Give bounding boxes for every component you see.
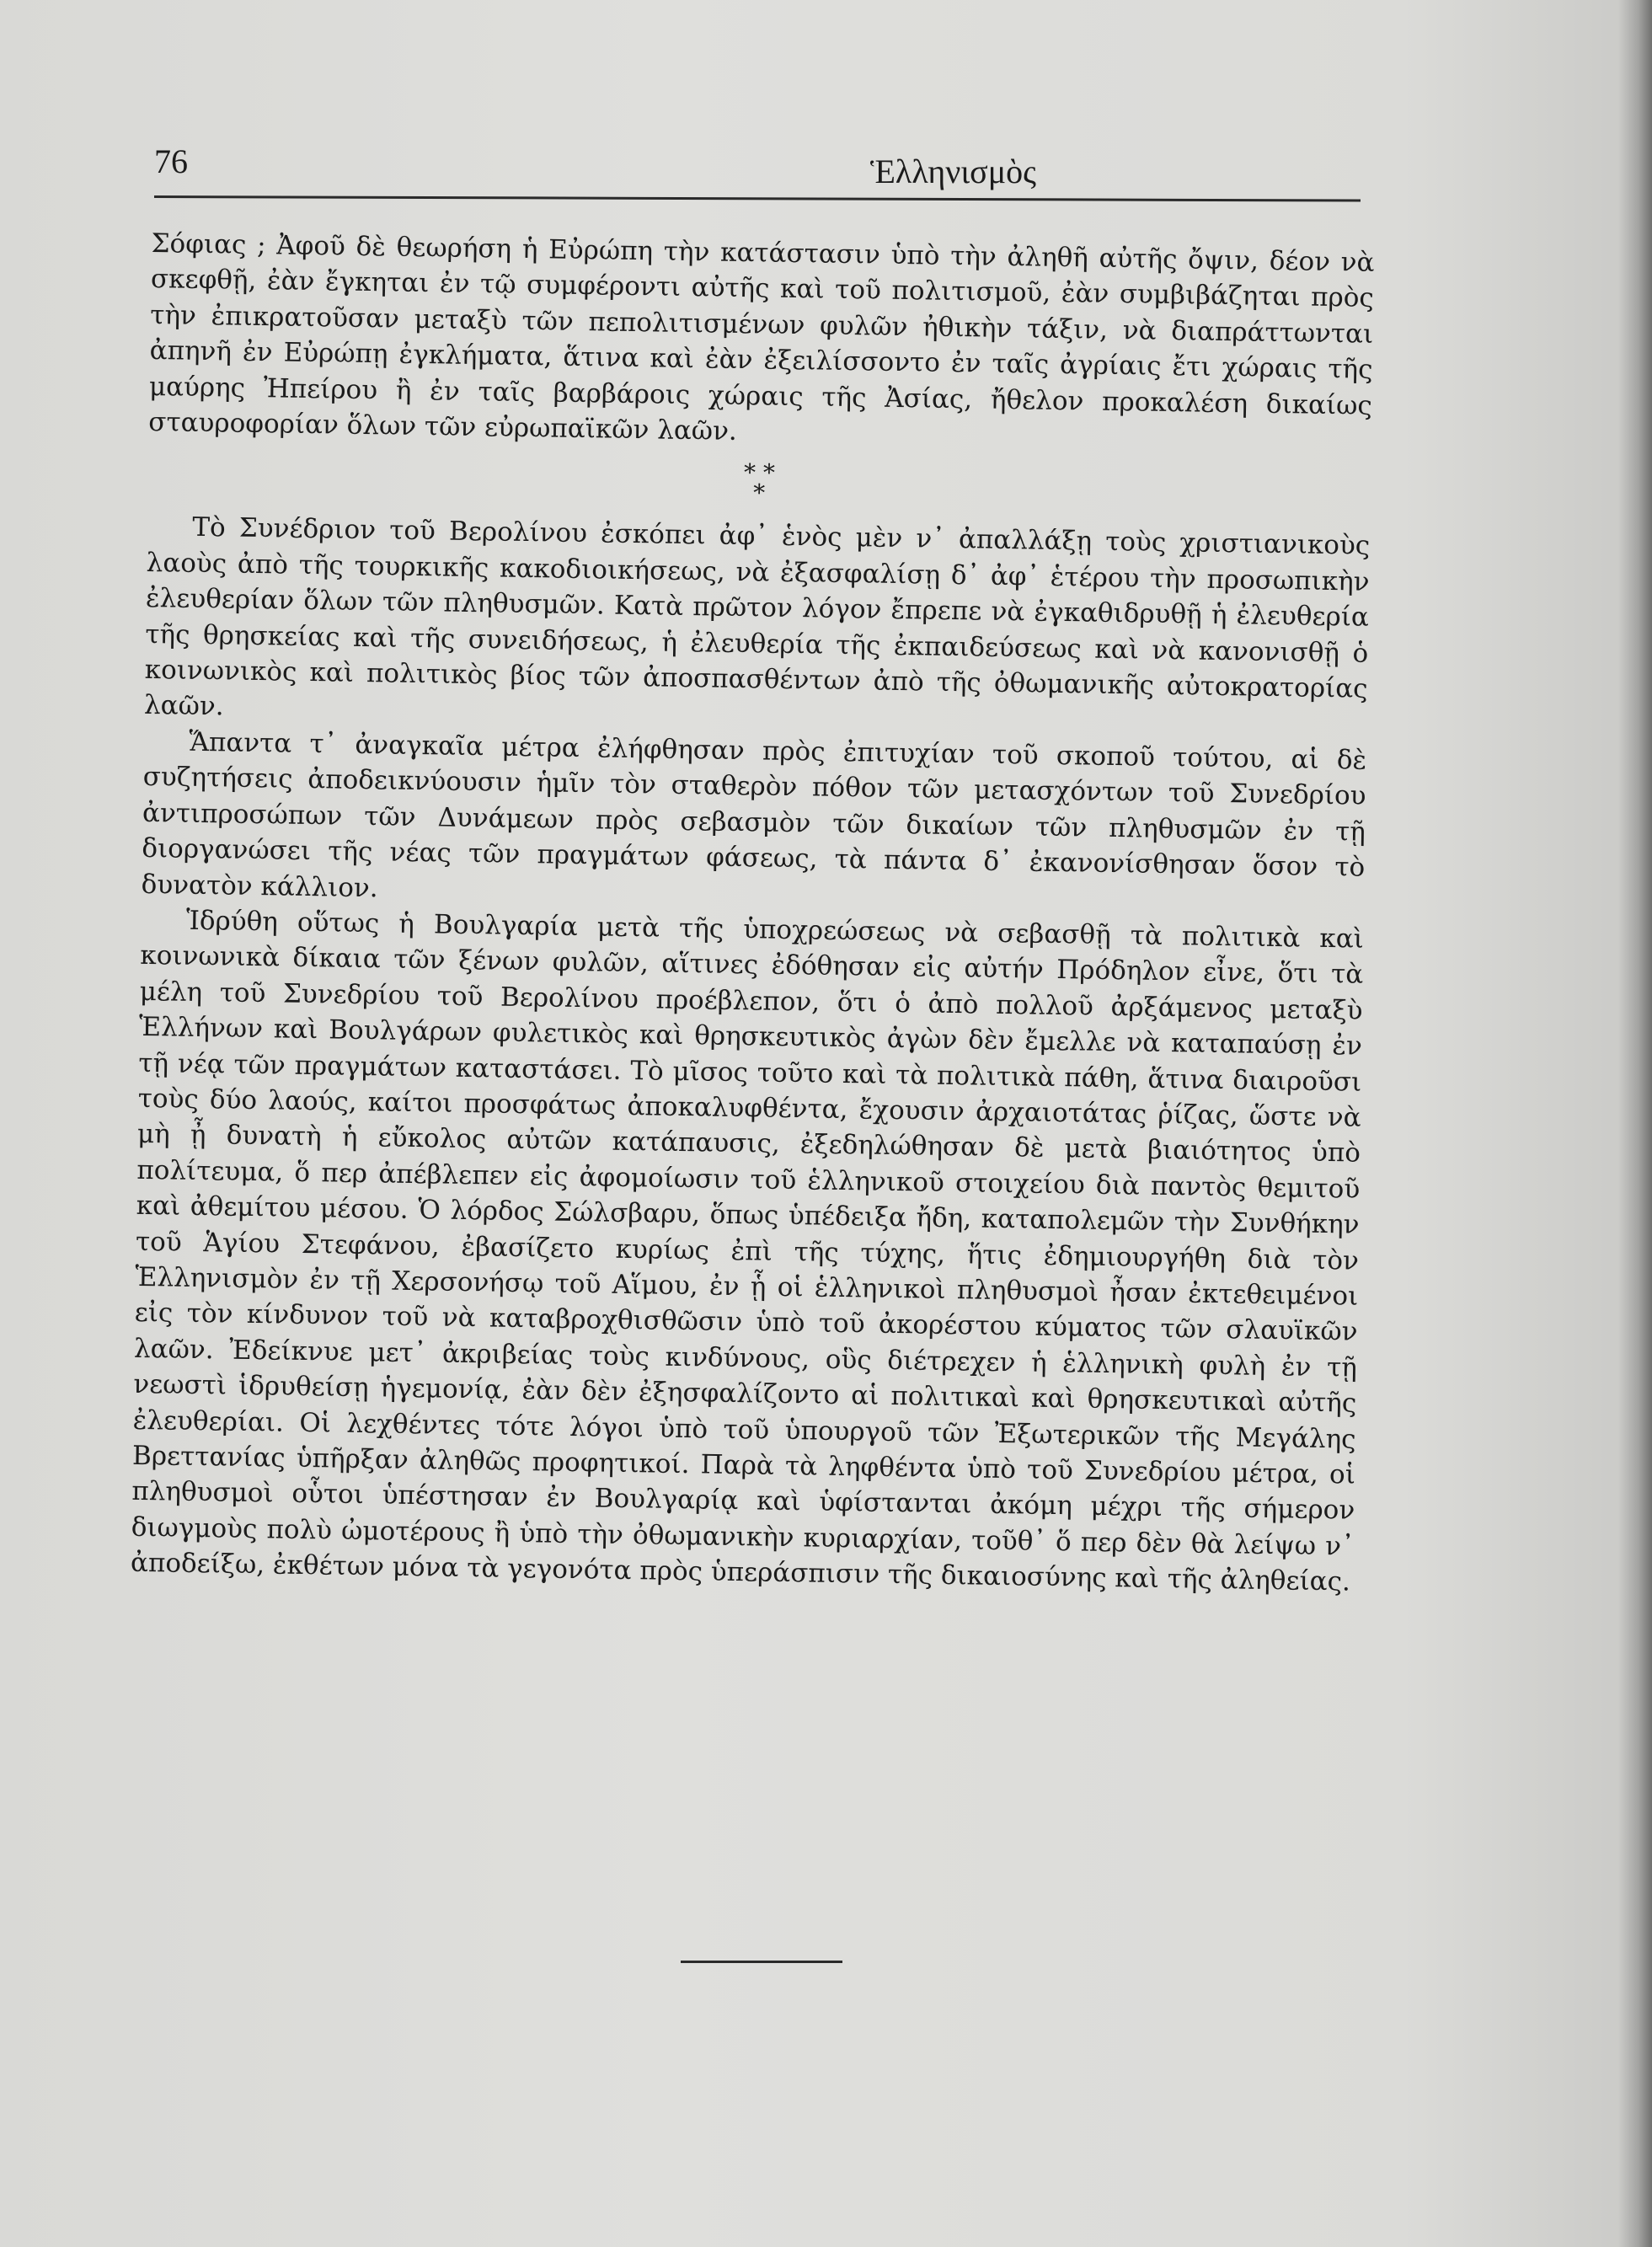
page-number: 76: [154, 142, 188, 180]
asterism-bottom: *: [752, 479, 766, 507]
end-rule: [681, 1961, 842, 1963]
paragraph-4: Ἱδρύθη οὕτως ἡ Βουλγαρία μετὰ τῆς ὑποχρεώσεως νὰ σεβασθῇ τὰ πολιτικὰ καὶ κοινωνικὰ δίκαια τῶν ξένων φυλῶν, αἵτινες ἐδόθησαν εἰς αὐτήν Πρόδηλον εἶνε, ὅτι τὰ μέλη τοῦ Συνεδρίου τοῦ Βερολίνου προέβλεπον, ὅτι ὁ ἀπὸ πολλοῦ ἀρξάμενος μεταξὺ Ἑλλήνων καὶ Βουλγάρων φυλετικὸς καὶ θρησκευτικὸς ἀγὼν δὲν ἔμελλε νὰ καταπαύσῃ ἐν τῇ νέᾳ τῶν πραγμάτων καταστάσει. Τὸ μῖσος τοῦτο καὶ τὰ πολιτικὰ πάθη, ἅτινα διαιροῦσι τοὺς δύο λαούς, καίτοι προσφάτως ἀποκαλυφθέντα, ἔχουσιν ἀρχαιοτάτας ῥίζας, ὥστε νὰ μὴ ᾖ δυνατὴ ἡ εὔκολος αὐτῶν κατάπαυσις, ἐξεδηλώθησαν δὲ μετὰ βιαιότητος ὑπὸ πολίτευμα, ὅ περ ἀπέβλεπεν εἰς ἀφομοίωσιν τοῦ ἑλληνικοῦ στοιχείου διὰ παντὸς θεμιτοῦ καὶ ἀθεμίτου μέσου. Ὁ λόρδος Σώλσβαρυ, ὅπως ὑπέδειξα ἤδη, καταπολεμῶν τὴν Συνθήκην τοῦ Ἁγίου Στεφάνου, ἐβασίζετο κυρίως ἐπὶ τῆς τύχης, ἥτις ἐδημιουργήθη διὰ τὸν Ἑλληνισμὸν ἐν τῇ Χερσονήσῳ τοῦ Αἵμου, ἐν ᾗ οἱ ἑλληνικοὶ πληθυσμοὶ ἦσαν ἐκτεθειμένοι εἰς τὸν κίνδυνον τοῦ νὰ καταβροχθισθῶσιν ὑπὸ τοῦ ἀκορέστου κύματος τῶν σλαυϊκῶν λαῶν. Ἐδείκνυε μετ᾽ ἀκριβείας τοὺς κινδύνους, οὓς διέτρεχεν ἡ ἑλληνικὴ φυλὴ ἐν τῇ νεωστὶ ἱδρυθείσῃ ἡγεμονίᾳ, ἐὰν δὲν ἐξησφαλίζοντο αἱ πολιτικαὶ καὶ θρησκευτικαὶ αὐτῆς ἐλευθερίαι. Οἱ λεχθέντες τότε λόγοι ὑπὸ τοῦ ὑπουργοῦ τῶν Ἐξωτερικῶν τῆς Μεγάλης Βρεττανίας ὑπῆρξαν ἀληθῶς προφητικοί. Παρὰ τὰ ληφθέντα ὑπὸ τοῦ Συνεδρίου μέτρα, οἱ πληθυσμοὶ οὗτοι ὑπέστησαν ἐν Βουλγαρίᾳ καὶ ὑφίστανται ἀκόμη μέχρι τῆς σήμερον διωγμοὺς πολὺ ὠμοτέρους ἢ ὑπὸ τὴν ὀθωμανικὴν κυριαρχίαν, τοῦθ᾽ ὅ περ δὲν θὰ λείψω ν᾽ ἀποδείξω, ἐκθέτων μόνα τὰ γεγονότα πρὸς ὑπεράσπισιν τῆς δικαιοσύνης καὶ τῆς ἀληθείας.: [130, 905, 1365, 1597]
binding-shadow: [1618, 0, 1652, 2247]
page-header: [154, 142, 1359, 192]
header-rule: [154, 195, 1361, 201]
paragraph-1: Σόφιας ; Ἀφοῦ δὲ θεωρήση ἡ Εὐρώπη τὴν κατάστασιν ὑπὸ τὴν ἀληθῆ αὐτῆς ὄψιν, δέον νὰ σκεφθῇ, ἐὰν ἔγκηται ἐν τῷ συμφέροντι αὐτῆς καὶ τοῦ πολιτισμοῦ, ἐὰν συμβιβάζηται πρὸς τὴν ἐπικρατοῦσαν μεταξὺ τῶν πεπολιτισμένων φυλῶν ἠθικὴν τάξιν, νὰ διαπράττωνται ἀπηνῆ ἐν Εὐρώπῃ ἐγκλήματα, ἅτινα καὶ ἐὰν ἐξειλίσσοντο ἐν ταῖς ἀγρίαις ἔτι χώραις τῆς μαύρης Ἠπείρου ἢ ἐν ταῖς βαρβάροις χώραις τῆς Ἀσίας, ἤθελον προκαλέση δικαίως σταυροφορίαν ὅλων τῶν εὐρωπαϊκῶν λαῶν.: [148, 227, 1375, 447]
paragraph-3: Ἅπαντα τ᾽ ἀναγκαῖα μέτρα ἐλήφθησαν πρὸς ἐπιτυχίαν τοῦ σκοποῦ τούτου, αἱ δὲ συζητήσεις ἀποδεικνύουσιν ἡμῖν τὸν σταθερὸν πόθον τῶν μετασχόντων τοῦ Συνεδρίου ἀντιπροσώπων τῶν Δυνάμεων πρὸς σεβασμὸν τῶν δικαίων τῶν πληθυσμῶν ἐν τῇ διοργανώσει τῆς νέας τῶν πραγμάτων φάσεως, τὰ πάντα δ᾽ ἐκανονίσθησαν ὅσον τὸ δυνατὸν κάλλιον.: [141, 726, 1367, 903]
paragraph-2: Τὸ Συνέδριον τοῦ Βερολίνου ἐσκόπει ἀφ᾽ ἑνὸς μὲν ν᾽ ἀπαλλάξῃ τοὺς χριστιανικοὺς λαοὺς ἀπὸ τῆς τουρκικῆς κακοδιοικήσεως, νὰ ἐξασφαλίσῃ δ᾽ ἀφ᾽ ἑτέρου τὴν προσωπικὴν ἐλευθερίαν ὅλων τῶν πληθυσμῶν. Κατὰ πρῶτον λόγον ἔπρεπε νὰ ἐγκαθιδρυθῇ ἡ ἐλευθερία τῆς θρησκείας καὶ τῆς συνειδήσεως, ἡ ἐλευθερία τῆς ἐκπαιδεύσεως καὶ νὰ κανονισθῇ ὁ κοινωνικὸς καὶ πολιτικὸς βίος τῶν ἀποσπασθέντων ἀπὸ τῆς ὀθωμανικῆς αὐτοκρατορίας λαῶν.: [143, 512, 1371, 722]
running-title: Ἑλληνισμὸς: [870, 152, 1036, 190]
body-text: [131, 226, 1375, 1600]
asterism-top: * *: [743, 458, 776, 488]
